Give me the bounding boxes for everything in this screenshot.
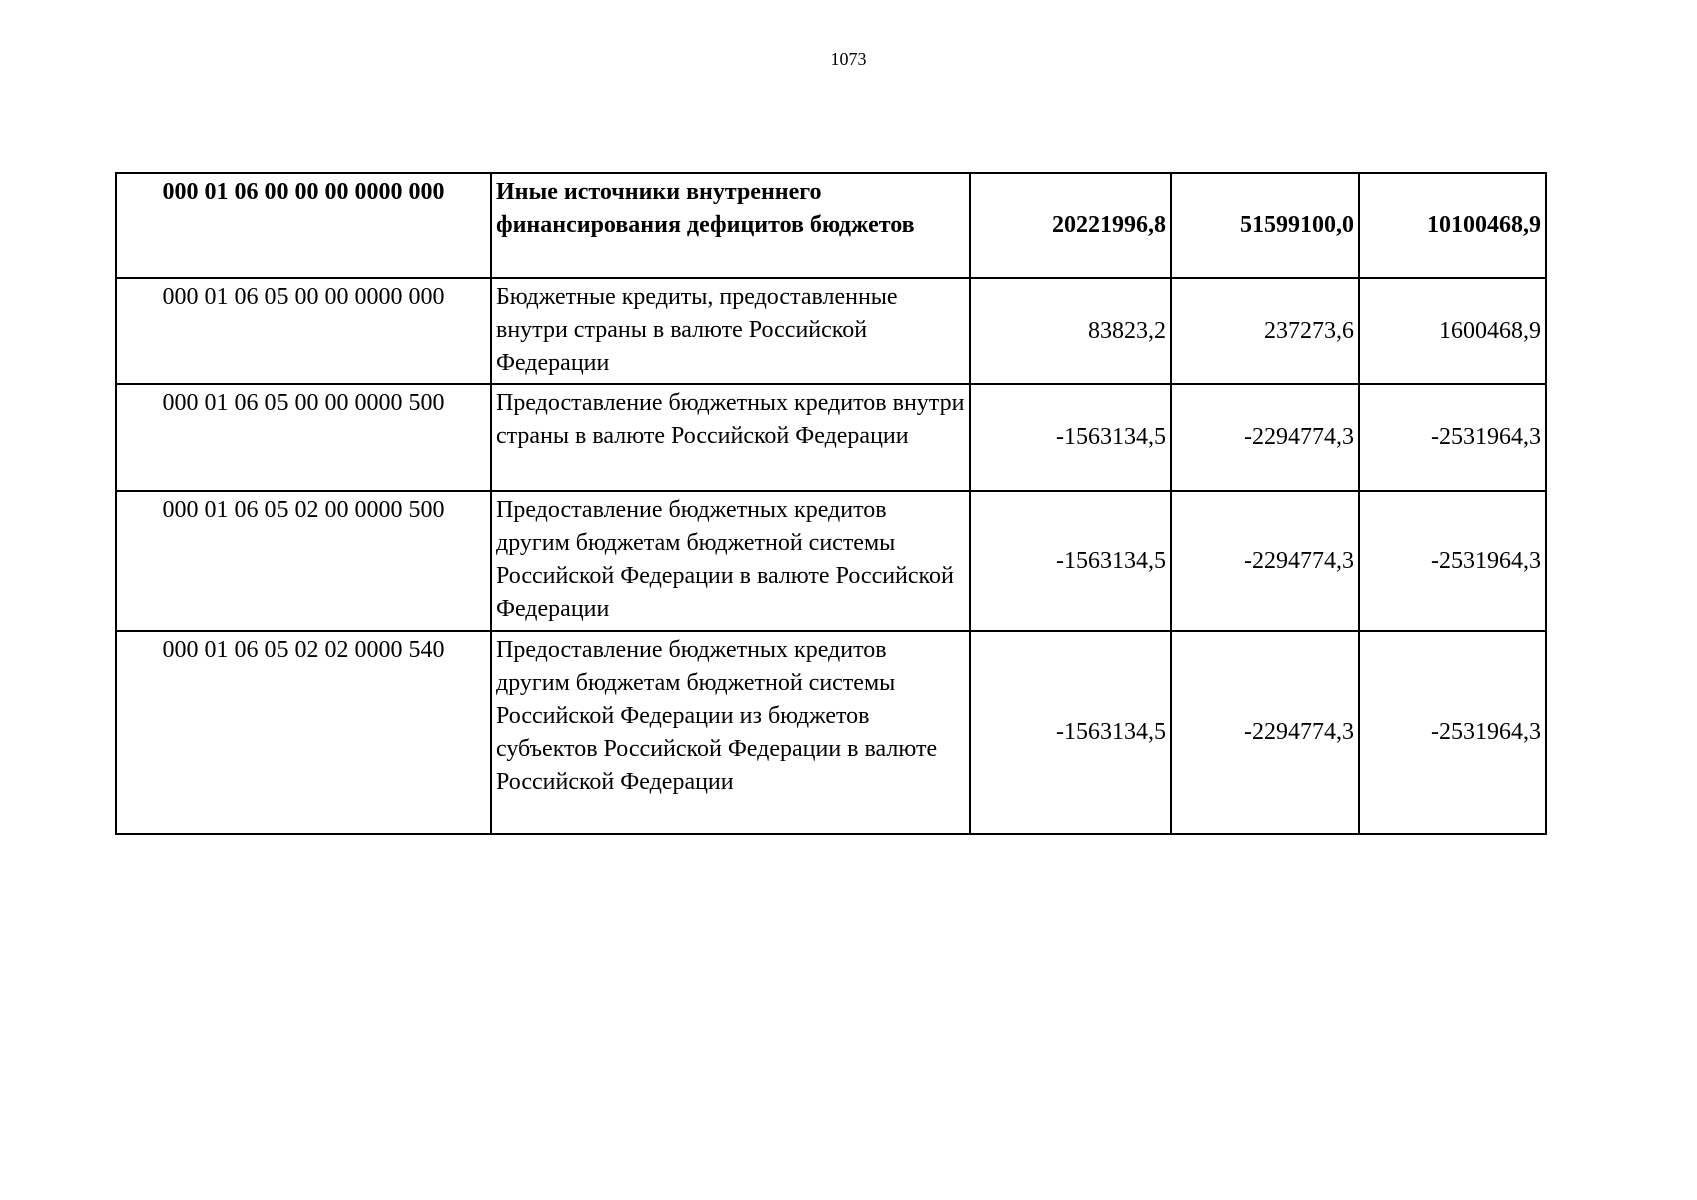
source-name-cell: Иные источники внутреннего финансирования дефицитов бюджетов [491, 173, 970, 278]
amount-cell-1: -1563134,5 [970, 384, 1171, 491]
budget-code-cell: 000 01 06 05 02 00 0000 500 [116, 491, 491, 631]
budget-code-cell: 000 01 06 05 02 02 0000 540 [116, 631, 491, 834]
amount-cell-3: 10100468,9 [1359, 173, 1546, 278]
amount-cell-1: -1563134,5 [970, 631, 1171, 834]
source-name-cell: Предоставление бюджетных кредитов другим бюджетам бюджетной системы Российской Федерации в валюте Российской Федерации [491, 491, 970, 631]
amount-cell-1: -1563134,5 [970, 491, 1171, 631]
table-row [116, 631, 1546, 834]
budget-sources-table [115, 172, 1547, 835]
amount-cell-3: 1600468,9 [1359, 278, 1546, 384]
amount-cell-3: -2531964,3 [1359, 491, 1546, 631]
table-row [116, 384, 1546, 491]
amount-cell-2: 237273,6 [1171, 278, 1359, 384]
amount-cell-1: 83823,2 [970, 278, 1171, 384]
source-name-cell: Бюджетные кредиты, предоставленные внутри страны в валюте Российской Федерации [491, 278, 970, 384]
table-row [116, 491, 1546, 631]
amount-cell-2: -2294774,3 [1171, 384, 1359, 491]
amount-cell-2: -2294774,3 [1171, 491, 1359, 631]
budget-code-cell: 000 01 06 00 00 00 0000 000 [116, 173, 491, 278]
budget-code-cell: 000 01 06 05 00 00 0000 000 [116, 278, 491, 384]
amount-cell-3: -2531964,3 [1359, 631, 1546, 834]
source-name-cell: Предоставление бюджетных кредитов другим бюджетам бюджетной системы Российской Федерации из бюджетов субъектов Российской Федерации в валюте Российской Федерации [491, 631, 970, 834]
budget-code-cell: 000 01 06 05 00 00 0000 500 [116, 384, 491, 491]
source-name-cell: Предоставление бюджетных кредитов внутри страны в валюте Российской Федерации [491, 384, 970, 491]
table-row [116, 278, 1546, 384]
amount-cell-1: 20221996,8 [970, 173, 1171, 278]
amount-cell-2: 51599100,0 [1171, 173, 1359, 278]
amount-cell-3: -2531964,3 [1359, 384, 1546, 491]
amount-cell-2: -2294774,3 [1171, 631, 1359, 834]
table-row [116, 173, 1546, 278]
page-number: 1073 [830, 49, 867, 69]
